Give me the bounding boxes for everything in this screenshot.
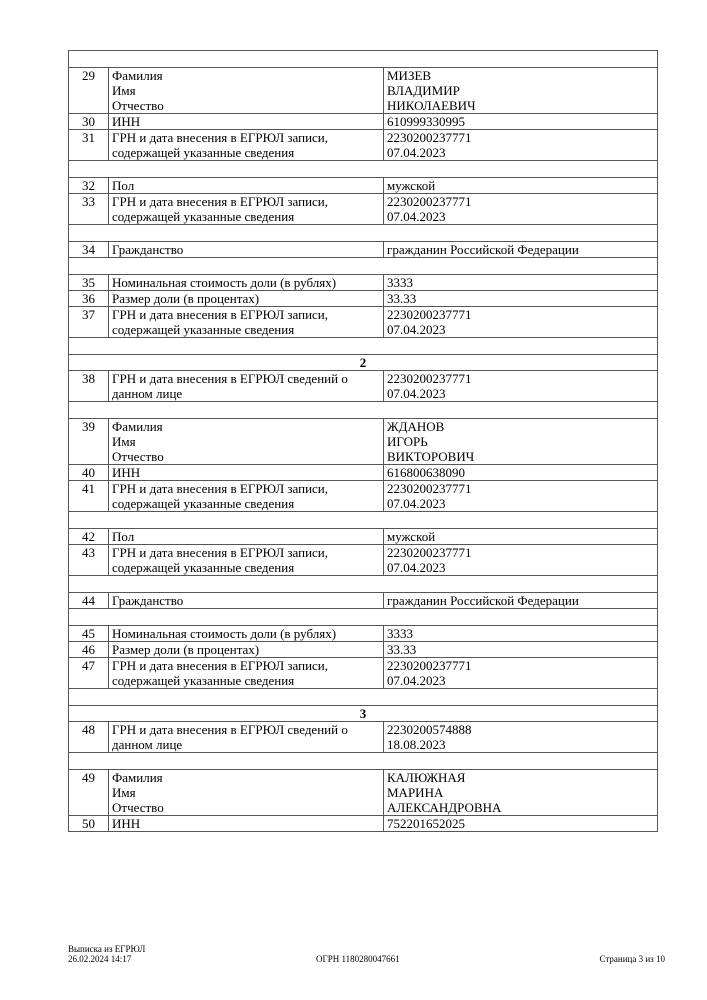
row-value: мужской — [384, 529, 658, 545]
row-value: 33.33 — [384, 291, 658, 307]
row-number: 36 — [69, 291, 109, 307]
spacer-row — [69, 338, 658, 355]
table-row — [69, 545, 658, 576]
row-number: 34 — [69, 242, 109, 258]
section-header-row — [69, 355, 658, 371]
row-value: мужской — [384, 178, 658, 194]
row-value: 610999330995 — [384, 114, 658, 130]
table-row — [69, 593, 658, 609]
table-row — [69, 658, 658, 689]
spacer-cell — [69, 258, 658, 275]
row-label: Гражданство — [109, 242, 384, 258]
row-value: 33.33 — [384, 642, 658, 658]
spacer-cell — [69, 225, 658, 242]
spacer-row — [69, 689, 658, 706]
row-label: Размер доли (в процентах) — [109, 642, 384, 658]
spacer-cell — [69, 609, 658, 626]
row-value: гражданин Российской Федерации — [384, 242, 658, 258]
table-row — [69, 529, 658, 545]
spacer-row — [69, 609, 658, 626]
row-number: 45 — [69, 626, 109, 642]
row-label: Размер доли (в процентах) — [109, 291, 384, 307]
spacer-cell — [69, 402, 658, 419]
spacer-cell — [69, 576, 658, 593]
spacer-cell — [69, 753, 658, 770]
row-value: 2230200237771 07.04.2023 — [384, 545, 658, 576]
table-row — [69, 178, 658, 194]
row-number: 40 — [69, 465, 109, 481]
row-label: Гражданство — [109, 593, 384, 609]
row-number: 49 — [69, 770, 109, 816]
row-number: 38 — [69, 371, 109, 402]
spacer-row — [69, 258, 658, 275]
table-row — [69, 242, 658, 258]
row-value: 2230200237771 07.04.2023 — [384, 658, 658, 689]
spacer-row — [69, 51, 658, 68]
row-label: ГРН и дата внесения в ЕГРЮЛ записи, содержащей указанные сведения — [109, 481, 384, 512]
row-label: ИНН — [109, 114, 384, 130]
spacer-row — [69, 753, 658, 770]
table-row — [69, 194, 658, 225]
spacer-cell — [69, 161, 658, 178]
row-number: 31 — [69, 130, 109, 161]
table-row — [69, 130, 658, 161]
row-value: 752201652025 — [384, 816, 658, 832]
row-label: ГРН и дата внесения в ЕГРЮЛ записи, содержащей указанные сведения — [109, 130, 384, 161]
row-value: КАЛЮЖНАЯ МАРИНА АЛЕКСАНДРОВНА — [384, 770, 658, 816]
row-label: ГРН и дата внесения в ЕГРЮЛ записи, содержащей указанные сведения — [109, 194, 384, 225]
table-row — [69, 770, 658, 816]
row-label: ИНН — [109, 465, 384, 481]
row-number: 35 — [69, 275, 109, 291]
row-value: 2230200237771 07.04.2023 — [384, 130, 658, 161]
row-number: 46 — [69, 642, 109, 658]
row-label: ГРН и дата внесения в ЕГРЮЛ записи, содержащей указанные сведения — [109, 545, 384, 576]
section-number: 3 — [69, 706, 658, 722]
spacer-row — [69, 402, 658, 419]
row-number: 37 — [69, 307, 109, 338]
row-value: 3333 — [384, 626, 658, 642]
row-label: ГРН и дата внесения в ЕГРЮЛ записи, содержащей указанные сведения — [109, 658, 384, 689]
egrul-table — [68, 50, 658, 832]
section-number: 2 — [69, 355, 658, 371]
row-label: Пол — [109, 178, 384, 194]
row-label: ГРН и дата внесения в ЕГРЮЛ сведений о данном лице — [109, 371, 384, 402]
spacer-row — [69, 512, 658, 529]
row-number: 30 — [69, 114, 109, 130]
section-header-row — [69, 706, 658, 722]
table-row — [69, 481, 658, 512]
row-label: Пол — [109, 529, 384, 545]
table-row — [69, 816, 658, 832]
row-number: 39 — [69, 419, 109, 465]
table-row — [69, 722, 658, 753]
row-label: Номинальная стоимость доли (в рублях) — [109, 626, 384, 642]
row-value: МИЗЕВ ВЛАДИМИР НИКОЛАЕВИЧ — [384, 68, 658, 114]
table-row — [69, 68, 658, 114]
table-row — [69, 419, 658, 465]
spacer-cell — [69, 338, 658, 355]
row-number: 41 — [69, 481, 109, 512]
row-number: 47 — [69, 658, 109, 689]
row-number: 44 — [69, 593, 109, 609]
row-number: 48 — [69, 722, 109, 753]
table-row — [69, 371, 658, 402]
table-row — [69, 465, 658, 481]
row-value: гражданин Российской Федерации — [384, 593, 658, 609]
row-value: ЖДАНОВ ИГОРЬ ВИКТОРОВИЧ — [384, 419, 658, 465]
row-value: 2230200237771 07.04.2023 — [384, 307, 658, 338]
spacer-cell — [69, 689, 658, 706]
row-number: 33 — [69, 194, 109, 225]
spacer-cell — [69, 512, 658, 529]
row-number: 32 — [69, 178, 109, 194]
row-value: 2230200237771 07.04.2023 — [384, 194, 658, 225]
spacer-row — [69, 161, 658, 178]
footer-document-info: Выписка из ЕГРЮЛ 26.02.2024 14:17 — [68, 944, 146, 964]
footer-page-number: Страница 3 из 10 — [599, 954, 665, 964]
row-label: Номинальная стоимость доли (в рублях) — [109, 275, 384, 291]
spacer-row — [69, 576, 658, 593]
row-label: Фамилия Имя Отчество — [109, 68, 384, 114]
row-number: 42 — [69, 529, 109, 545]
row-value: 616800638090 — [384, 465, 658, 481]
spacer-cell — [69, 51, 658, 68]
table-row — [69, 291, 658, 307]
row-number: 50 — [69, 816, 109, 832]
row-label: ГРН и дата внесения в ЕГРЮЛ сведений о данном лице — [109, 722, 384, 753]
table-row — [69, 275, 658, 291]
table-row — [69, 114, 658, 130]
table-row — [69, 626, 658, 642]
table-row — [69, 642, 658, 658]
row-label: Фамилия Имя Отчество — [109, 770, 384, 816]
row-label: ИНН — [109, 816, 384, 832]
spacer-row — [69, 225, 658, 242]
row-number: 29 — [69, 68, 109, 114]
footer-ogrn: ОГРН 1180280047661 — [316, 954, 400, 964]
row-number: 43 — [69, 545, 109, 576]
row-label: Фамилия Имя Отчество — [109, 419, 384, 465]
row-label: ГРН и дата внесения в ЕГРЮЛ записи, содержащей указанные сведения — [109, 307, 384, 338]
row-value: 2230200237771 07.04.2023 — [384, 371, 658, 402]
row-value: 2230200574888 18.08.2023 — [384, 722, 658, 753]
row-value: 3333 — [384, 275, 658, 291]
row-value: 2230200237771 07.04.2023 — [384, 481, 658, 512]
table-row — [69, 307, 658, 338]
